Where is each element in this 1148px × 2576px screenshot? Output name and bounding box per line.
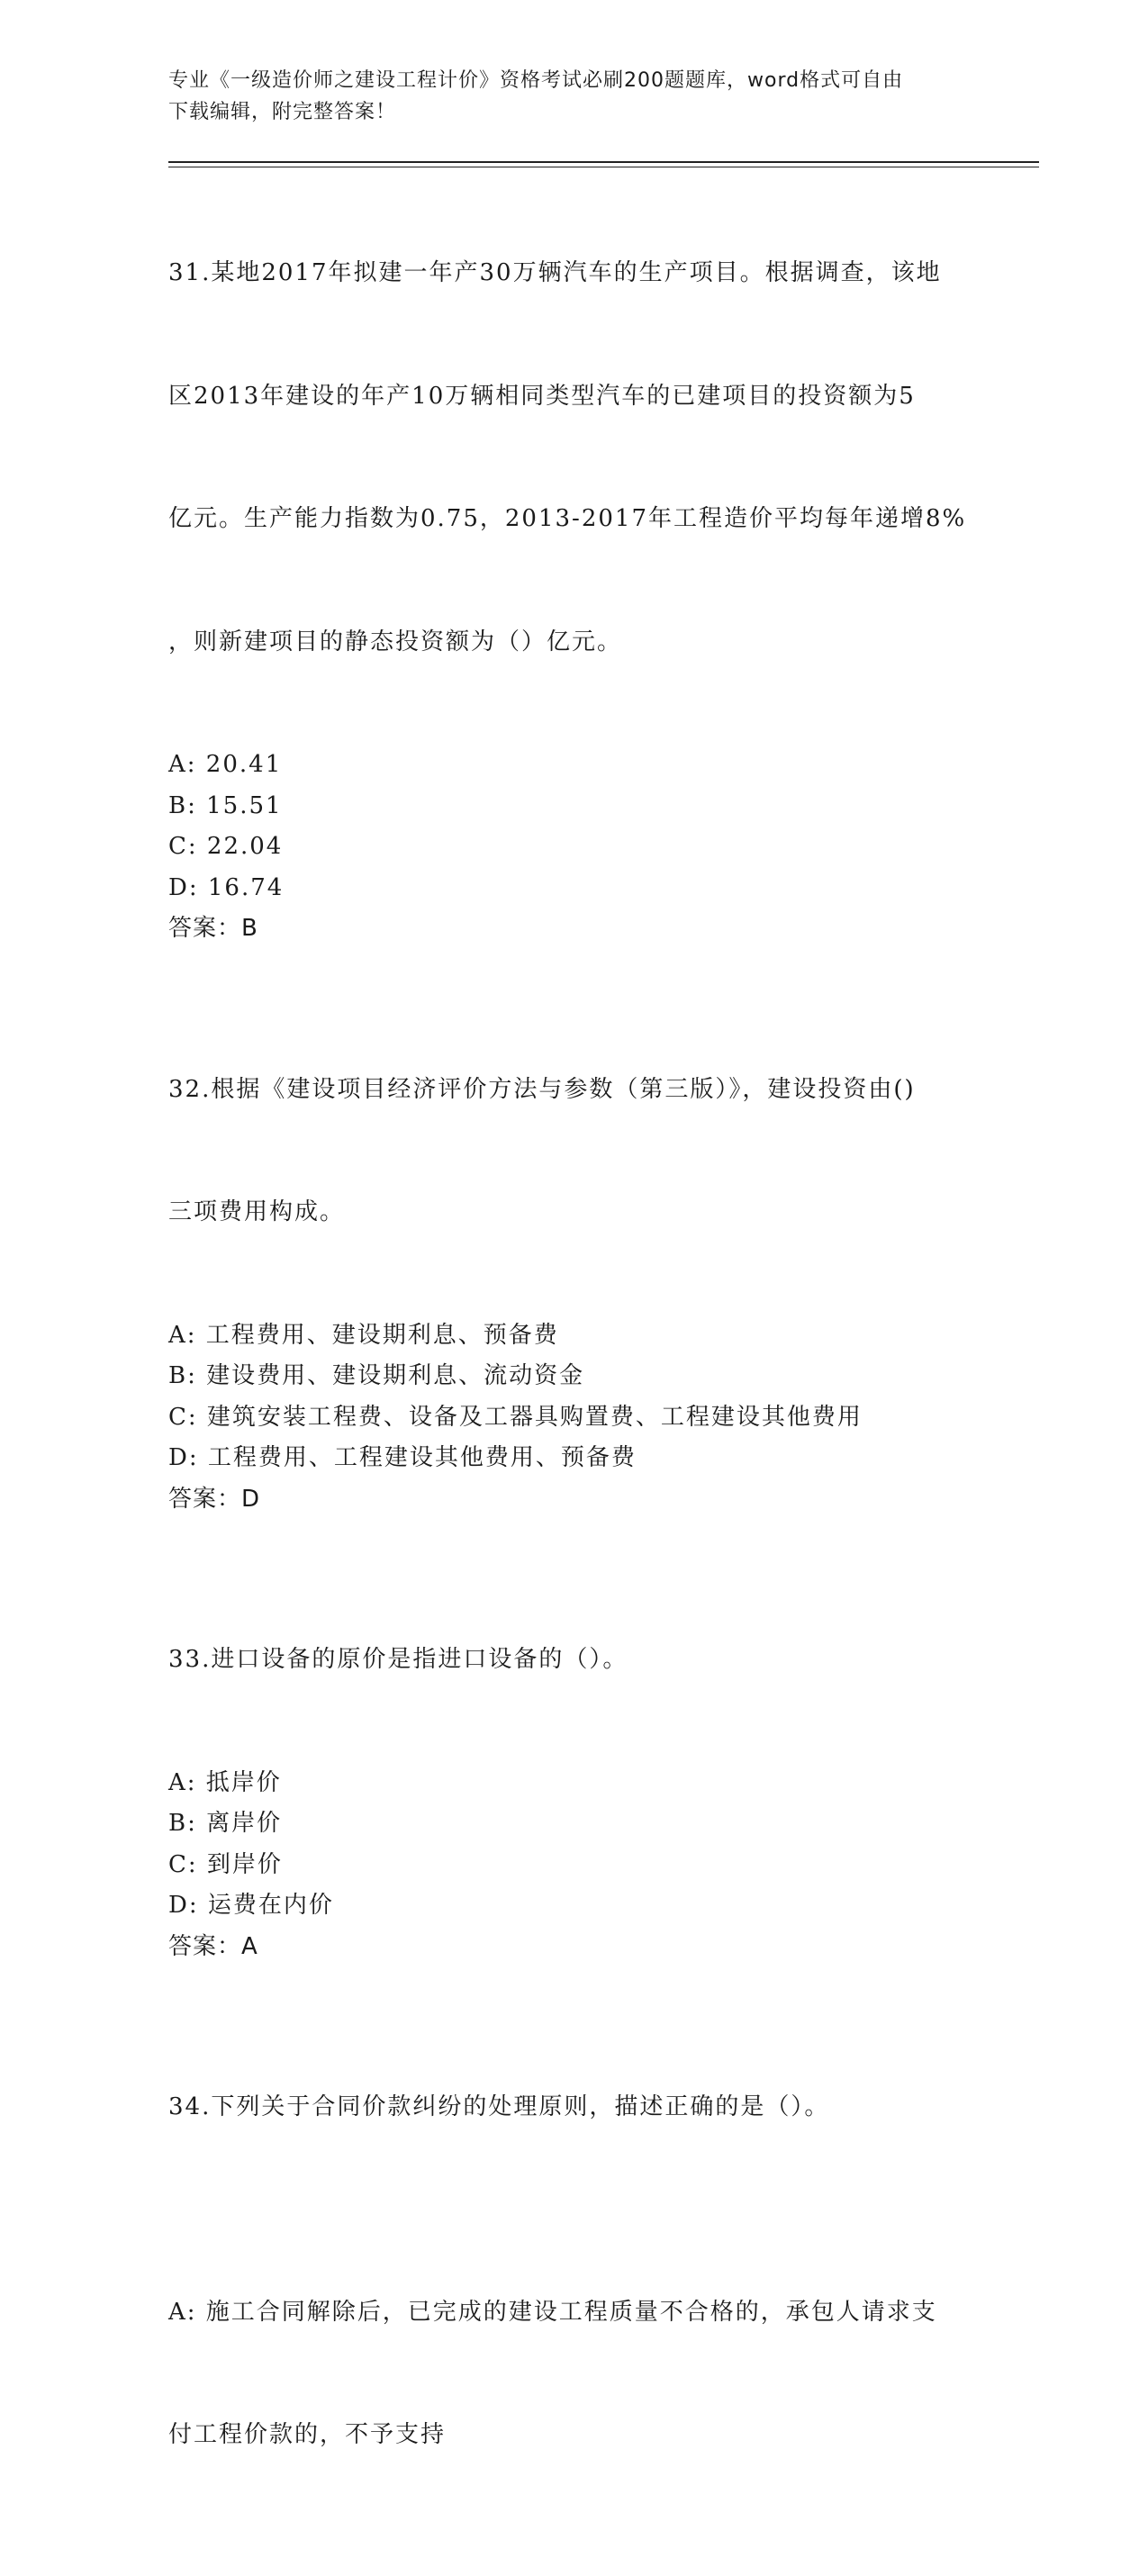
- option-line: A: 施工合同解除后，已完成的建设工程质量不合格的，承包人请求支: [168, 2298, 937, 2326]
- option-c: C: 到岸价: [168, 1850, 283, 1878]
- question-list: [168, 171, 979, 2576]
- header-line-1: 专业《一级造价师之建设工程计价》资格考试必刷200题题库，word格式可自由: [168, 69, 904, 92]
- answer-label: 答案：D: [168, 1485, 261, 1513]
- question-stem: [168, 171, 979, 745]
- header-divider-thick: [168, 161, 1039, 163]
- option-b: B: 建设费用、建设期利息、流动资金: [168, 1362, 585, 1389]
- question-34: [168, 2005, 979, 2538]
- stem-line: 三项费用构成。: [168, 1198, 346, 1225]
- stem-line: 34.下列关于合同价款纠纷的处理原则，描述正确的是（）。: [168, 2093, 830, 2120]
- option-c: C: 22.04: [168, 833, 284, 860]
- option-d: D: 运费在内价: [168, 1892, 334, 1919]
- option-a: A: 抵岸价: [168, 1768, 282, 1796]
- question-stem: [168, 988, 979, 1315]
- header-line-2: 下载编辑，附完整答案！: [168, 101, 397, 123]
- question-31: [168, 171, 979, 950]
- stem-line: 33.进口设备的原价是指进口设备的（）。: [168, 1646, 628, 1673]
- stem-line: 31.某地2017年拟建一年产30万辆汽车的生产项目。根据调查，该地: [168, 259, 942, 286]
- question-33: [168, 1558, 979, 1967]
- stem-line: ，则新建项目的静态投资额为（）亿元。: [168, 628, 623, 655]
- option-d: D: 16.74: [168, 873, 285, 901]
- question-stem: [168, 1558, 979, 1763]
- option-d: D: 工程费用、工程建设其他费用、预备费: [168, 1444, 637, 1471]
- stem-line: 区2013年建设的年产10万辆相同类型汽车的已建项目的投资额为5: [168, 382, 916, 410]
- answer-label: 答案：B: [168, 915, 258, 942]
- option-a: A: 工程费用、建设期利息、预备费: [168, 1321, 559, 1349]
- document-header: [168, 65, 979, 128]
- option-a: A: 20.41: [168, 751, 283, 778]
- stem-line: 32.根据《建设项目经济评价方法与参数（第三版）》，建设投资由(): [168, 1075, 916, 1103]
- stem-line: 亿元。生产能力指数为0.75，2013-2017年工程造价平均每年递增8%: [168, 505, 967, 532]
- option-a: [168, 2210, 979, 2538]
- answer-label: 答案：A: [168, 1932, 258, 1960]
- option-b: B: 15.51: [168, 791, 283, 819]
- question-32: [168, 988, 979, 1521]
- option-b: B: 离岸价: [168, 1810, 283, 1837]
- option-c: C: 建筑安装工程费、设备及工器具购置费、工程建设其他费用: [168, 1403, 863, 1431]
- question-stem: [168, 2005, 979, 2210]
- option-line: 付工程价款的，不予支持: [168, 2421, 447, 2448]
